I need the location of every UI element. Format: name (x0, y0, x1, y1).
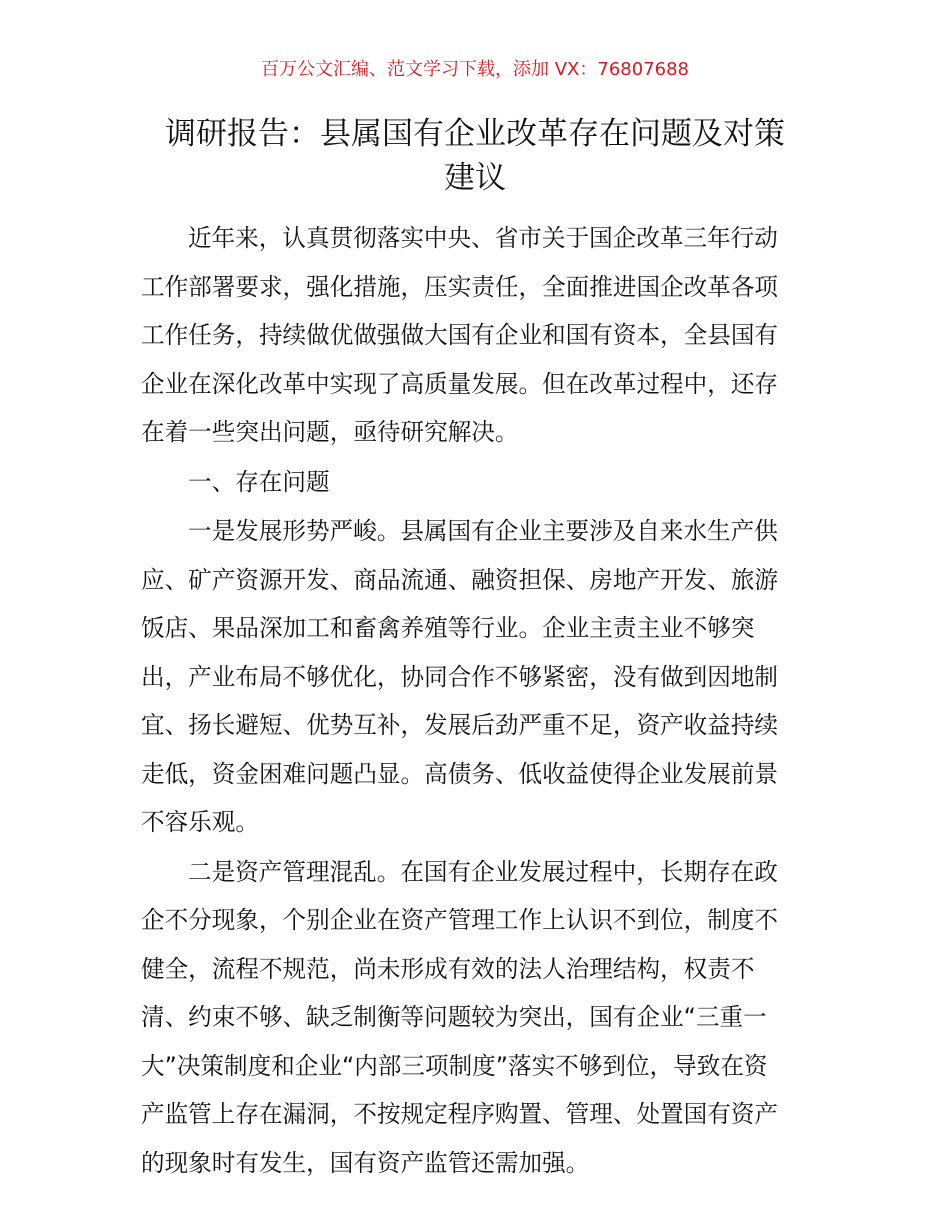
text-line: 出，产业布局不够优化，协同合作不够紧密，没有做到因地制 (141, 662, 779, 691)
paragraph-intro (141, 214, 821, 457)
text-line: 企不分现象，个别企业在资产管理工作上认识不到位，制度不 (141, 906, 779, 934)
paragraph-point-1 (141, 507, 821, 847)
text-line: 大”决策制度和企业“内部三项制度”落实不够到位，导致在资 (141, 1051, 768, 1080)
text-line: 产监管上存在漏洞，不按规定程序购置、管理、处置国有资产 (141, 1100, 779, 1128)
paragraph-point-2 (141, 848, 821, 1188)
text-line: 宜、扬长避短、优势互补，发展后劲严重不足，资产收益持续 (141, 711, 779, 739)
text-line: 一是发展形势严峻。县属国有企业主要涉及自来水生产供 (188, 517, 778, 545)
text-line: 应、矿产资源开发、商品流通、融资担保、房地产开发、旅游 (141, 565, 779, 594)
document-body (141, 214, 821, 1188)
section-heading-problems (141, 458, 821, 507)
text-line: 清、约束不够、缺乏制衡等问题较为突出，国有企业“三重一 (141, 1003, 767, 1031)
watermark-header: 百万公文汇编、范文学习下载，添加 VX：76807688 (261, 59, 689, 80)
text-line: 工作部署要求，强化措施，压实责任，全面推进国企改革各项 (141, 272, 779, 301)
text-line: 的现象时有发生，国有资产监管还需加强。 (141, 1148, 590, 1177)
title-line-2: 建议 (444, 160, 506, 196)
text-line: 在着一些突出问题，亟待研究解决。 (141, 418, 519, 446)
text-line: 健全，流程不规范，尚未形成有效的法人治理结构，权责不 (141, 954, 755, 983)
text-line: 企业在深化改革中实现了高质量发展。但在改革过程中，还存 (141, 369, 779, 398)
text-line: 饭店、果品深加工和畜禽养殖等行业。企业主责主业不够突 (141, 614, 755, 642)
text-line: 不容乐观。 (141, 808, 259, 836)
text-line: 走低，资金困难问题凸显。高债务、低收益使得企业发展前景 (141, 759, 779, 788)
section-heading: 一、存在问题 (188, 467, 330, 496)
text-line: 工作任务，持续做优做强做大国有企业和国有资本，全县国有 (141, 321, 779, 349)
text-line: 二是资产管理混乱。在国有企业发展过程中，长期存在政 (188, 857, 778, 886)
text-line: 近年来，认真贯彻落实中央、省市关于国企改革三年行动 (188, 224, 778, 252)
title-line-1: 调研报告：县属国有企业改革存在问题及对策 (165, 116, 785, 152)
document-title (130, 112, 820, 200)
